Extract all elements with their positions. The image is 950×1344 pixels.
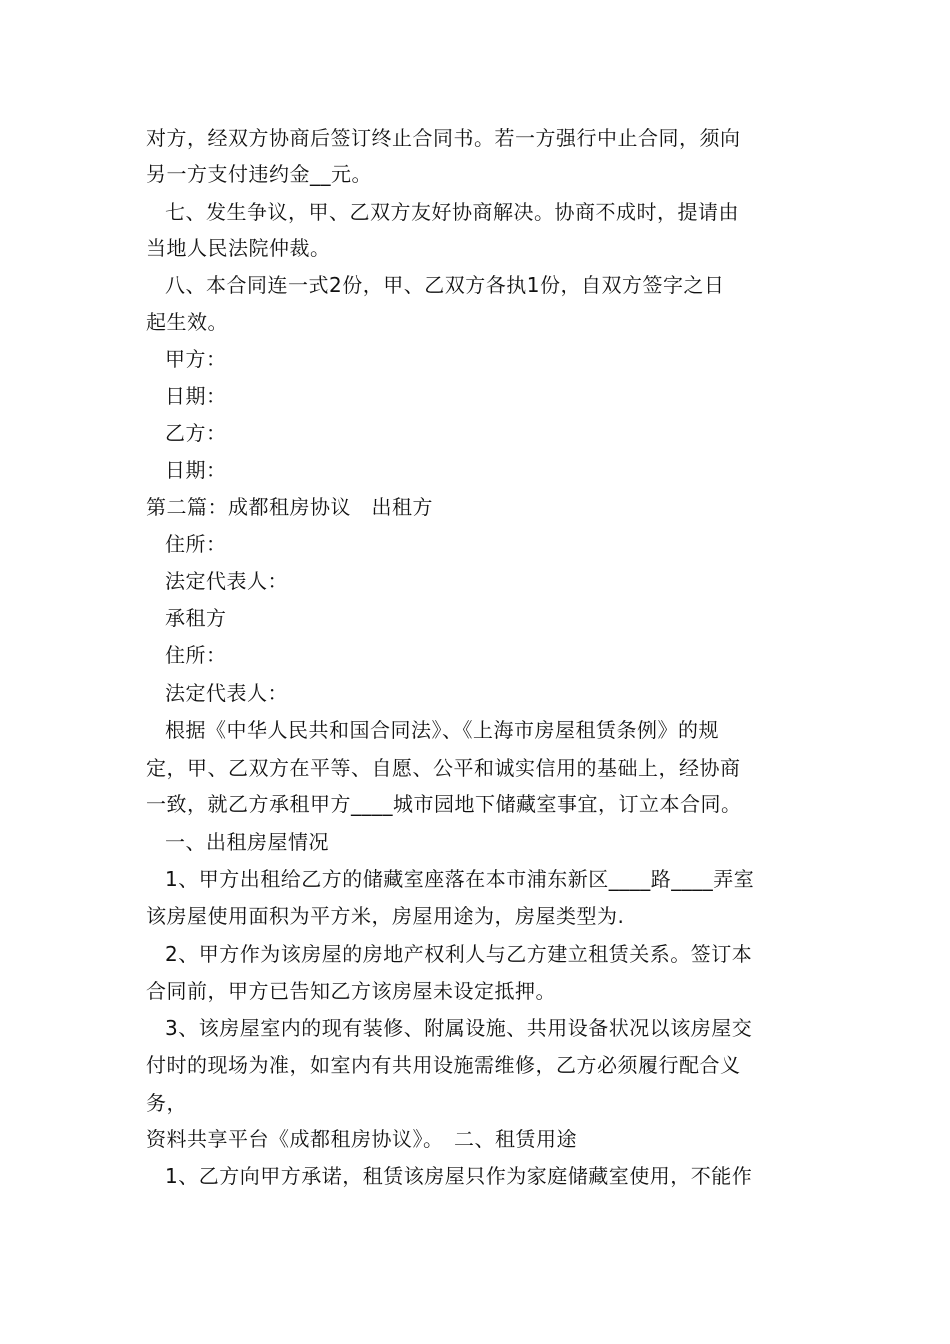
text-line: 住所：: [165, 532, 227, 556]
text-line: 承租方: [165, 606, 227, 630]
section-heading: 资料共享平台《成都租房协议》。 二、租赁用途: [146, 1127, 577, 1151]
text-line: 该房屋使用面积为平方米，房屋用途为，房屋类型为.: [146, 904, 625, 928]
text-line: 七、发生争议，甲、乙双方友好协商解决。协商不成时，提请由: [165, 200, 739, 224]
signature-date-a: 日期：: [165, 384, 227, 408]
text-line: 合同前，甲方已告知乙方该房屋未设定抵押。: [146, 979, 556, 1003]
text-line: 根据《中华人民共和国合同法》、《上海市房屋租赁条例》的规: [165, 718, 719, 742]
text-line: 住所：: [165, 643, 227, 667]
text-line: 付时的现场为准，如室内有共用设施需维修，乙方必须履行配合义: [146, 1053, 741, 1077]
text-line: 法定代表人：: [165, 681, 288, 705]
text-line: 八、本合同连一式2份，甲、乙双方各执1份，自双方签字之日: [165, 273, 725, 297]
text-line: 3、该房屋室内的现有装修、附属设施、共用设备状况以该房屋交: [165, 1016, 753, 1040]
section-heading: 一、出租房屋情况: [165, 830, 329, 854]
text-line: 当地人民法院仲裁。: [146, 236, 331, 260]
section-heading: 第二篇：成都租房协议 出租方: [146, 495, 433, 519]
signature-date-b: 日期：: [165, 458, 227, 482]
signature-party-a: 甲方：: [165, 347, 227, 371]
text-line: 定，甲、乙双方在平等、自愿、公平和诚实信用的基础上，经协商: [146, 756, 741, 780]
text-line: 另一方支付违约金__元。: [146, 162, 372, 186]
text-line: 对方，经双方协商后签订终止合同书。若一方强行中止合同，须向: [146, 126, 741, 150]
text-line: 1、乙方向甲方承诺，租赁该房屋只作为家庭储藏室使用，不能作: [165, 1164, 753, 1188]
text-line: 法定代表人：: [165, 569, 288, 593]
text-line: 务，: [146, 1091, 187, 1115]
text-line: 1、甲方出租给乙方的储藏室座落在本市浦东新区____路____弄室: [165, 867, 755, 891]
signature-party-b: 乙方：: [165, 421, 227, 445]
text-line: 2、甲方作为该房屋的房地产权利人与乙方建立租赁关系。签订本: [165, 942, 753, 966]
text-line: 起生效。: [146, 310, 228, 334]
text-line: 一致，就乙方承租甲方____城市园地下储藏室事宜，订立本合同。: [146, 792, 742, 816]
